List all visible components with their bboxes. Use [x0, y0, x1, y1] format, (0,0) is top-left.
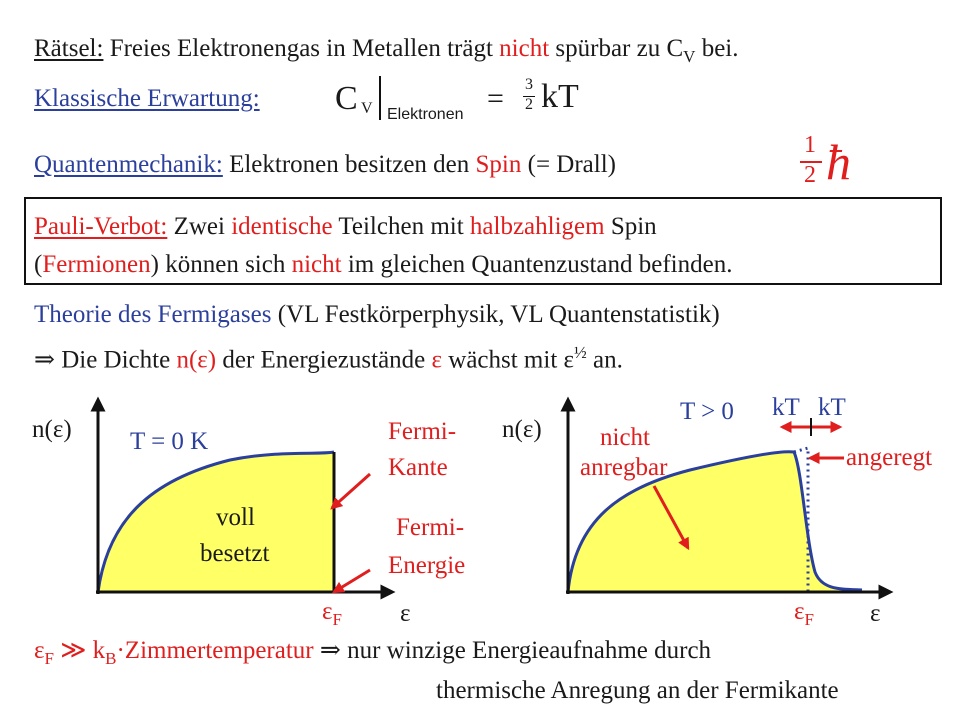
dichte-t3: wächst mit ε — [442, 346, 575, 374]
left-eF-eps: ε — [322, 598, 333, 625]
angeregt-label: angeregt — [846, 444, 933, 471]
dichte-t4: an. — [586, 346, 623, 374]
fermi-energie-2: Energie — [388, 552, 466, 579]
pauli-t4: ) können sich — [150, 251, 292, 278]
voll-label: voll — [216, 504, 255, 531]
pauli-fermionen: Fermionen — [42, 251, 151, 278]
bottom-kB-sub: B — [105, 649, 117, 668]
left-ylabel: n(ε) — [32, 416, 72, 443]
bottom-eF: ε — [34, 637, 45, 664]
dichte-t2: der Energiezustände — [216, 346, 432, 374]
fermi-kante-1: Fermi- — [388, 418, 457, 445]
bottom-arrow: ⇒ — [319, 637, 341, 664]
equals-sign: = — [487, 82, 504, 115]
dichte-exp: ½ — [574, 343, 587, 362]
right-ylabel: n(ε) — [502, 416, 542, 443]
besetzt-label: besetzt — [200, 540, 270, 567]
right-eF-sub: F — [804, 610, 814, 629]
pauli-halbzahligem: halbzahligem — [469, 213, 605, 240]
theorie-label: Theorie des Fermigases — [34, 301, 272, 328]
right-eF-eps: ε — [794, 598, 805, 625]
kT-left: kT — [772, 394, 800, 421]
half-num: 1 — [804, 132, 816, 158]
right-xlabel: ε — [870, 600, 881, 627]
right-eF — [794, 598, 814, 634]
kante-arrow — [332, 474, 370, 508]
implies-arrow: ⇒ — [34, 346, 55, 374]
left-eF-sub: F — [332, 610, 342, 629]
pauli-identische: identische — [231, 213, 333, 240]
cv-sub: V — [361, 100, 373, 117]
bottom-kB: k — [92, 637, 106, 664]
dichte-t1: Die Dichte — [54, 346, 177, 374]
pauli-t2: Teilchen mit — [332, 213, 470, 240]
raetsel-label: Rätsel: — [34, 35, 104, 62]
theorie-text: (VL Festkörperphysik, VL Quantenstatistik) — [271, 301, 720, 328]
pauli-label: Pauli-Verbot: — [34, 213, 168, 240]
half-den: 2 — [804, 162, 816, 188]
raetsel-sub: V — [683, 47, 696, 66]
klassische-label: Klassische Erwartung: — [34, 85, 260, 112]
pauli-t5: im gleichen Quantenzustand befinden. — [341, 251, 733, 278]
left-eF — [322, 598, 342, 634]
quanten-spin: Spin — [475, 151, 522, 178]
fermi-energie-1: Fermi- — [396, 514, 465, 541]
quanten-text2: (= Drall) — [521, 151, 616, 178]
raetsel-text: Freies Elektronengas in Metallen trägt — [109, 35, 500, 62]
cv-symbol: C — [335, 80, 358, 117]
bottom-zimmer: ·Zimmertemperatur — [116, 637, 314, 664]
raetsel-nicht: nicht — [499, 35, 550, 62]
quanten-label: Quantenmechanik: — [34, 151, 223, 178]
bottom-eF-sub: F — [44, 649, 54, 668]
elektronen-sub: Elektronen — [387, 106, 464, 123]
pauli-nicht: nicht — [291, 251, 342, 278]
fermi-kante-2: Kante — [388, 454, 448, 481]
bottom-gg: ≫ — [53, 637, 93, 664]
bottom-line2: thermische Anregung an der Fermikante — [436, 677, 839, 704]
kT-right: kT — [818, 394, 846, 421]
left-xlabel: ε — [400, 600, 411, 627]
dichte-n: n(ε) — [176, 346, 217, 374]
pauli-p1: ( — [34, 251, 43, 278]
dichte-eps: ε — [431, 346, 443, 374]
raetsel-text3: bei. — [695, 35, 739, 62]
pauli-t3: Spin — [604, 213, 657, 240]
nicht-label: nicht — [600, 424, 650, 451]
energie-arrow — [334, 570, 370, 592]
left-temp: T = 0 K — [130, 428, 209, 455]
right-temp: T > 0 — [680, 398, 734, 425]
anregbar-label: anregbar — [580, 454, 668, 481]
raetsel-text2: spürbar zu C — [549, 35, 684, 62]
quanten-text: Elektronen besitzen den — [229, 151, 476, 178]
frac-den: 2 — [525, 96, 533, 113]
bottom-t1: nur winzige Energieaufnahme durch — [340, 637, 712, 664]
hbar-symbol: ħ — [826, 134, 851, 190]
frac-num: 3 — [525, 76, 533, 93]
bottom-line1 — [34, 636, 711, 674]
pauli-t1: Zwei — [167, 213, 232, 240]
kT-symbol: kT — [541, 78, 579, 115]
